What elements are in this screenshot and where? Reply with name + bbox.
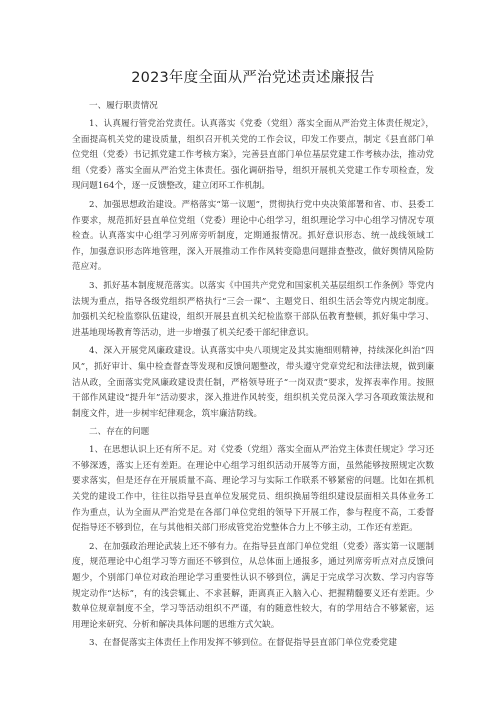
section-heading: 二、存在的问题 [89, 427, 150, 438]
paragraph: 1、认真履行管党治党责任。认真落实《党委（党组）落实全面从严治党主体责任规定》，全面提高机关党的建设质量，组织召开机关党的工作会议，印发工作要点，制定《县直部门单位党组（党委）书记抓党建工作考核方案》，完善县直部门单位基层党建工作考核办法，推动党组（党委）落实全面从严治党主体责任。强化调研指导，组织开展机关党建工作专项检查，发现问题164个，逐一反馈整改，建立闭环工作机制。 [72, 119, 434, 192]
paragraph: 3、在督促落实主体责任上作用发挥不够到位。在督促指导县直部门单位党委党建 [89, 638, 398, 649]
section-problems [72, 425, 434, 652]
document-title: 2023年度全面从严治党述责述廉报告 [131, 70, 375, 86]
paragraph: 1、在思想认识上还有所不足。对《党委（党组）落实全面从严治党主体责任规定》学习还不够深透，落实上还有差距。在理论中心组学习组织活动开展等方面，虽然能够按照规定次数要求落实，但是还存在开展质量不高、理论学习与实际工作联系不够紧密的问题。比如在抓机关党的建设工作中，往往以指导县直单位发展党员、组织换届等组织建设层面相关具体业务工作为重点，认为全面从严治党是在各部门单位党组的领导下开展工作，参与程度不高，工委督促指导还不够到位，在与其他相关部门形成管党治党整体合力上不够主动，工作还有差距。 [72, 445, 434, 534]
section-heading: 一、履行职责情况 [89, 101, 158, 111]
section-duties [72, 99, 434, 422]
paragraph: 4、深入开展党风廉政建设。认真落实中央八项规定及其实施细则精神，持续深化纠治“四风”，抓好审计、集中检查督查等发现和反馈问题整改，带头遵守党章党纪和法律法规，做到廉洁从政，全面落实党风廉政建设责任制，严格领导班子“一岗双责”要求，发挥表率作用。按照干部作风建设“提升年”活动要求，深入推进作风转变，组织机关党员深入学习各项政策法规和制度文件，进一步树牢纪律观念，筑牢廉洁防线。 [72, 346, 434, 419]
paragraph: 2、在加强政治理论武装上还不够有力。在指导县直部门单位党组（党委）落实第一议题制度，规范理论中心组学习等方面还不够到位，从总体面上通报多，通过列席旁听点对点反馈问题少，个别部门单位对政治理论学习重要性认识不够到位，满足于完成学习次数、学习内容等规定动作“达标”，有的浅尝辄止、不求甚解，距离真正入脑入心、把握精髓要义还有差距。少数单位规章制度不全，学习等活动组织不严谨，有的随意性较大，有的学用结合不够紧密，运用理论来研究、分析和解决具体问题的思维方式欠缺。 [72, 541, 434, 630]
paragraph: 2、加强思想政治建设。严格落实“第一议题”，贯彻执行党中央决策部署和省、市、县委工作要求，规范抓好县直单位党组（党委）理论中心组学习，组织理论学习中心组学习情况专项检查。认真落实中心组学习列席旁听制度，定期通报情况。抓好意识形态、统一战线领域工作，加强意识形态阵地管理，深入开展推动工作作风转变隐患问题排查整改，做好舆情风险防范应对。 [72, 199, 434, 273]
paragraph: 3、抓好基本制度规范落实。以落实《中国共产党党和国家机关基层组织工作条例》等党内法规为重点，指导各级党组织严格执行“三会一课”、主题党日、组织生活会等党内规定制度。加强机关纪检监察队伍建设，组织开展县直机关纪检监察干部队伍教育整顿，抓好集中学习、进基地现场教育等活动，进一步增强了机关纪委干部纪律意识。 [72, 280, 434, 338]
